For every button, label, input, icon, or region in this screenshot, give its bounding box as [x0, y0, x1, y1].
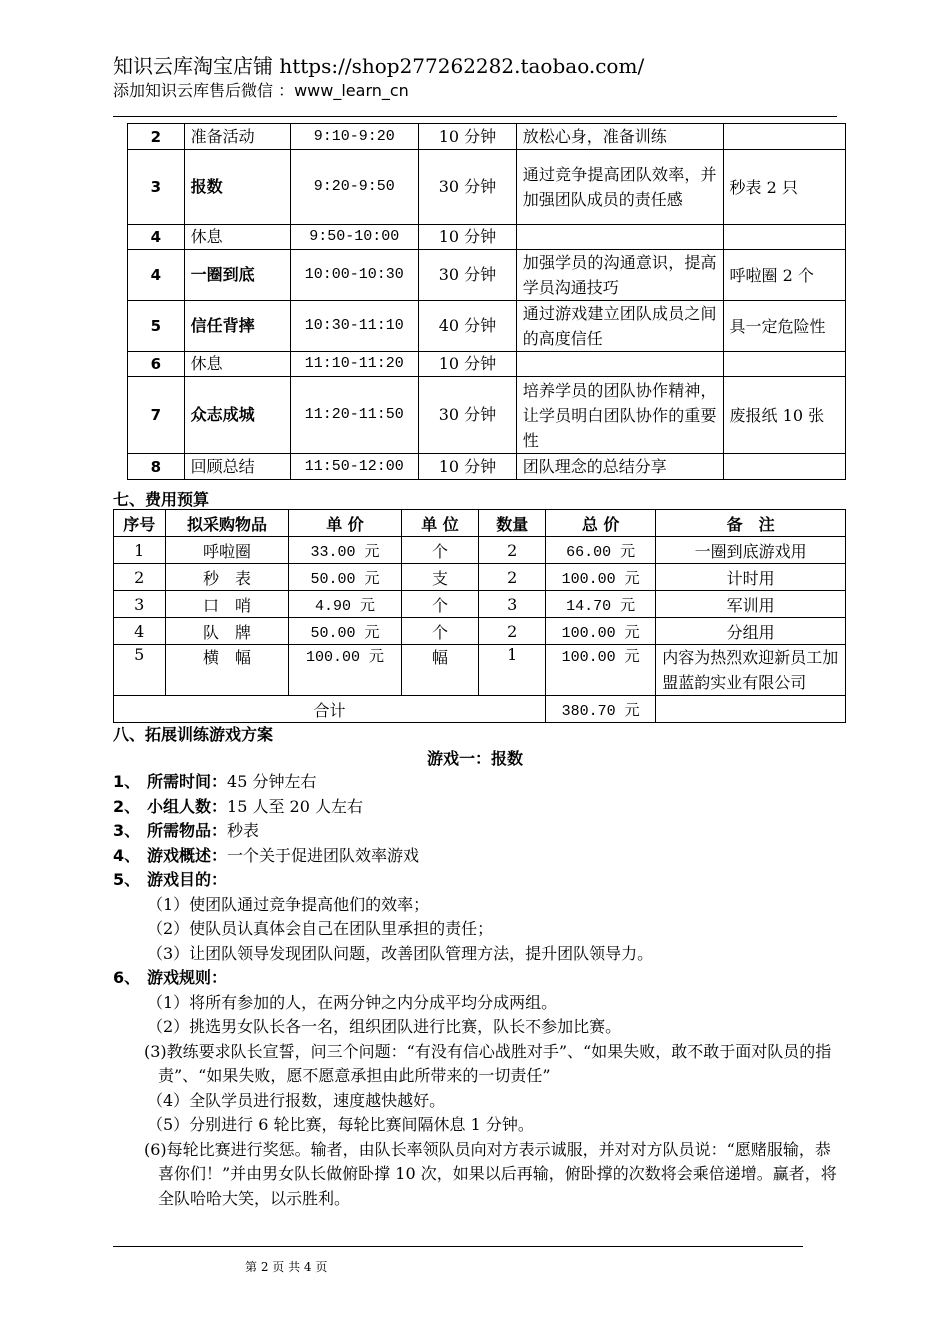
budget-col-header: 单 价 — [289, 510, 401, 537]
game1-item-num: 3、 — [113, 821, 141, 840]
game1-item-label: 游戏目的： — [147, 870, 228, 889]
budget-total: 100.00 元 — [546, 645, 656, 696]
schedule-goal — [516, 352, 723, 377]
budget-note: 军训用 — [656, 591, 846, 618]
schedule-activity: 准备活动 — [184, 124, 290, 150]
schedule-duration: 10 分钟 — [419, 225, 517, 250]
budget-section-title: 七、费用预算 — [113, 490, 210, 509]
budget-item: 队 牌 — [165, 618, 289, 645]
game1-item — [113, 795, 845, 820]
budget-total: 100.00 元 — [546, 618, 656, 645]
game1-item — [113, 770, 845, 795]
schedule-no: 8 — [128, 454, 185, 480]
budget-row — [114, 564, 846, 591]
game1-item-value: 15 人至 20 人左右 — [227, 796, 363, 816]
schedule-material: 废报纸 10 张 — [723, 377, 845, 454]
schedule-time: 11:10-11:20 — [290, 352, 419, 377]
budget-col-header: 序号 — [114, 510, 166, 537]
budget-col-header: 单 位 — [401, 510, 479, 537]
budget-no: 4 — [114, 618, 166, 645]
schedule-row — [128, 150, 846, 225]
game1-content — [113, 770, 845, 1211]
schedule-duration: 30 分钟 — [419, 377, 517, 454]
budget-col-header: 拟采购物品 — [165, 510, 289, 537]
schedule-time: 9:20-9:50 — [290, 150, 419, 225]
game1-purpose: （1）使团队通过竞争提高他们的效率； — [147, 894, 430, 914]
game1-rule: （1）将所有参加的人，在两分钟之内分成平均分成两组。 — [147, 992, 558, 1012]
page-number: 第 2 页 共 4 页 — [245, 1260, 328, 1274]
budget-col-header: 备 注 — [656, 510, 846, 537]
budget-price: 50.00 元 — [289, 564, 401, 591]
budget-row — [114, 591, 846, 618]
budget-col-header: 总 价 — [546, 510, 656, 537]
schedule-activity: 众志成城 — [184, 377, 290, 454]
budget-no: 3 — [114, 591, 166, 618]
game1-rules-heading — [113, 966, 845, 991]
budget-unit: 个 — [401, 537, 479, 564]
schedule-no: 2 — [128, 124, 185, 150]
budget-no: 1 — [114, 537, 166, 564]
budget-sum-note — [656, 696, 846, 723]
budget-note: 分组用 — [656, 618, 846, 645]
game1-item-num: 1、 — [113, 772, 141, 791]
schedule-goal: 通过游戏建立团队成员之间的高度信任 — [516, 301, 723, 352]
game1-item-value: 45 分钟左右 — [227, 772, 317, 791]
schedule-duration: 10 分钟 — [419, 454, 517, 480]
budget-no: 5 — [114, 645, 166, 696]
budget-qty: 1 — [479, 645, 546, 696]
game1-rule: （2）挑选男女队长各一名，组织团队进行比赛，队长不参加比赛。 — [147, 1017, 622, 1036]
schedule-time: 9:10-9:20 — [290, 124, 419, 150]
game1-item — [113, 844, 845, 869]
schedule-duration: 10 分钟 — [419, 124, 517, 150]
budget-item: 口 哨 — [165, 591, 289, 618]
schedule-row — [128, 352, 846, 377]
budget-qty: 2 — [479, 537, 546, 564]
budget-price: 4.90 元 — [289, 591, 401, 618]
budget-qty: 2 — [479, 618, 546, 645]
game1-item-label: 所需物品： — [147, 821, 228, 840]
schedule-row — [128, 377, 846, 454]
schedule-activity: 休息 — [184, 225, 290, 250]
schedule-activity: 信任背摔 — [184, 301, 290, 352]
schedule-no: 3 — [128, 150, 185, 225]
budget-price: 100.00 元 — [289, 645, 401, 696]
game1-rule: （5）分别进行 6 轮比赛，每轮比赛间隔休息 1 分钟。 — [147, 1115, 534, 1134]
header-wechat-label: 添加知识云库售后微信 ： — [113, 81, 295, 100]
header-wechat-line — [113, 80, 644, 102]
budget-note: 内容为热烈欢迎新员工加盟蓝韵实业有限公司 — [656, 645, 846, 696]
schedule-material — [723, 352, 845, 377]
schedule-no: 6 — [128, 352, 185, 377]
schedule-material — [723, 225, 845, 250]
schedule-activity: 一圈到底 — [184, 250, 290, 301]
budget-qty: 3 — [479, 591, 546, 618]
budget-no: 2 — [114, 564, 166, 591]
budget-total: 100.00 元 — [546, 564, 656, 591]
schedule-row — [128, 225, 846, 250]
schedule-no: 4 — [128, 250, 185, 301]
budget-unit: 幅 — [401, 645, 479, 696]
schedule-material: 具一定危险性 — [723, 301, 845, 352]
budget-col-header: 数量 — [479, 510, 546, 537]
game1-purpose: （2）使队员认真体会自己在团队里承担的责任； — [147, 919, 494, 938]
page-header — [113, 52, 644, 102]
footer-rule — [113, 1246, 803, 1247]
schedule-row — [128, 124, 846, 150]
game1-purpose: （3）让团队领导发现团队问题，改善团队管理方法，提升团队领导力。 — [147, 943, 654, 963]
game1-item-label: 游戏概述： — [147, 845, 228, 865]
budget-note: 计时用 — [656, 564, 846, 591]
schedule-no: 5 — [128, 301, 185, 352]
game1-item-num: 2、 — [113, 796, 141, 816]
schedule-goal: 加强学员的沟通意识，提高学员沟通技巧 — [516, 250, 723, 301]
game1-rule: (3)教练要求队长宣誓，问三个问题：“有没有信心战胜对手”、“如果失败，敢不敢于面对队员的指责”、“如果失败，愿不愿意承担由此所带来的一切责任” — [144, 1041, 832, 1085]
game1-title: 游戏一：报数 — [426, 749, 523, 768]
game1-item-label: 所需时间： — [147, 772, 228, 791]
schedule-row — [128, 301, 846, 352]
budget-sum-label: 合计 — [114, 696, 546, 723]
budget-price: 50.00 元 — [289, 618, 401, 645]
schedule-duration: 10 分钟 — [419, 352, 517, 377]
header-shop-line: 知识云库淘宝店铺 https://shop277262282.taobao.com/ — [113, 54, 645, 78]
game1-item — [113, 819, 845, 844]
game1-item — [113, 868, 845, 893]
game1-rule: （4）全队学员进行报数，速度越快越好。 — [147, 1090, 446, 1110]
schedule-activity: 回顾总结 — [184, 454, 290, 480]
budget-unit: 支 — [401, 564, 479, 591]
game1-item-num: 5、 — [113, 870, 141, 889]
game1-item-num: 4、 — [113, 845, 141, 865]
schedule-no: 4 — [128, 225, 185, 250]
game1-rules-label: 游戏规则： — [147, 968, 228, 987]
schedule-table — [127, 123, 846, 480]
budget-header-row — [114, 510, 846, 537]
budget-unit: 个 — [401, 591, 479, 618]
budget-total: 66.00 元 — [546, 537, 656, 564]
game1-rule: (6)每轮比赛进行奖惩。输者，由队长率领队员向对方表示诚服，并对对方队员说：“愿赌服输，恭喜你们！”并由男女队长做俯卧撑 10 次，如果以后再输，俯卧撑的次数将会乘倍递增。赢者，将全队哈哈大笑，以示胜利。 — [144, 1139, 837, 1208]
schedule-no: 7 — [128, 377, 185, 454]
schedule-goal — [516, 225, 723, 250]
schedule-goal: 放松心身，准备训练 — [516, 124, 723, 150]
budget-total: 14.70 元 — [546, 591, 656, 618]
game1-item-label: 小组人数： — [147, 796, 228, 816]
schedule-duration: 30 分钟 — [419, 150, 517, 225]
schedule-material: 呼啦圈 2 个 — [723, 250, 845, 301]
game1-item-value: 秒表 — [227, 821, 260, 840]
schedule-goal: 培养学员的团队协作精神，让学员明白团队协作的重要性 — [516, 377, 723, 454]
games-section-title: 八、拓展训练游戏方案 — [113, 725, 274, 744]
budget-qty: 2 — [479, 564, 546, 591]
header-rule — [113, 116, 837, 117]
schedule-material: 秒表 2 只 — [723, 150, 845, 225]
schedule-activity: 休息 — [184, 352, 290, 377]
schedule-material — [723, 454, 845, 480]
header-wechat-id: www_learn_cn — [294, 81, 409, 100]
budget-row — [114, 618, 846, 645]
budget-row — [114, 645, 846, 696]
schedule-time: 10:00-10:30 — [290, 250, 419, 301]
schedule-goal: 团队理念的总结分享 — [516, 454, 723, 480]
budget-item: 秒 表 — [165, 564, 289, 591]
game1-item-value: 一个关于促进团队效率游戏 — [227, 845, 420, 865]
budget-price: 33.00 元 — [289, 537, 401, 564]
schedule-goal: 通过竞争提高团队效率，并加强团队成员的责任感 — [516, 150, 723, 225]
schedule-time: 11:20-11:50 — [290, 377, 419, 454]
budget-item: 横 幅 — [165, 645, 289, 696]
schedule-duration: 30 分钟 — [419, 250, 517, 301]
budget-sum-value: 380.70 元 — [546, 696, 656, 723]
budget-item: 呼啦圈 — [165, 537, 289, 564]
game1-rules-num: 6、 — [113, 968, 141, 987]
schedule-time: 11:50-12:00 — [290, 454, 419, 480]
budget-sum-row — [114, 696, 846, 723]
schedule-row — [128, 454, 846, 480]
schedule-row — [128, 250, 846, 301]
schedule-material — [723, 124, 845, 150]
schedule-time: 9:50-10:00 — [290, 225, 419, 250]
schedule-duration: 40 分钟 — [419, 301, 517, 352]
budget-row — [114, 537, 846, 564]
budget-table — [113, 509, 846, 723]
budget-note: 一圈到底游戏用 — [656, 537, 846, 564]
schedule-activity: 报数 — [184, 150, 290, 225]
schedule-time: 10:30-11:10 — [290, 301, 419, 352]
budget-unit: 个 — [401, 618, 479, 645]
